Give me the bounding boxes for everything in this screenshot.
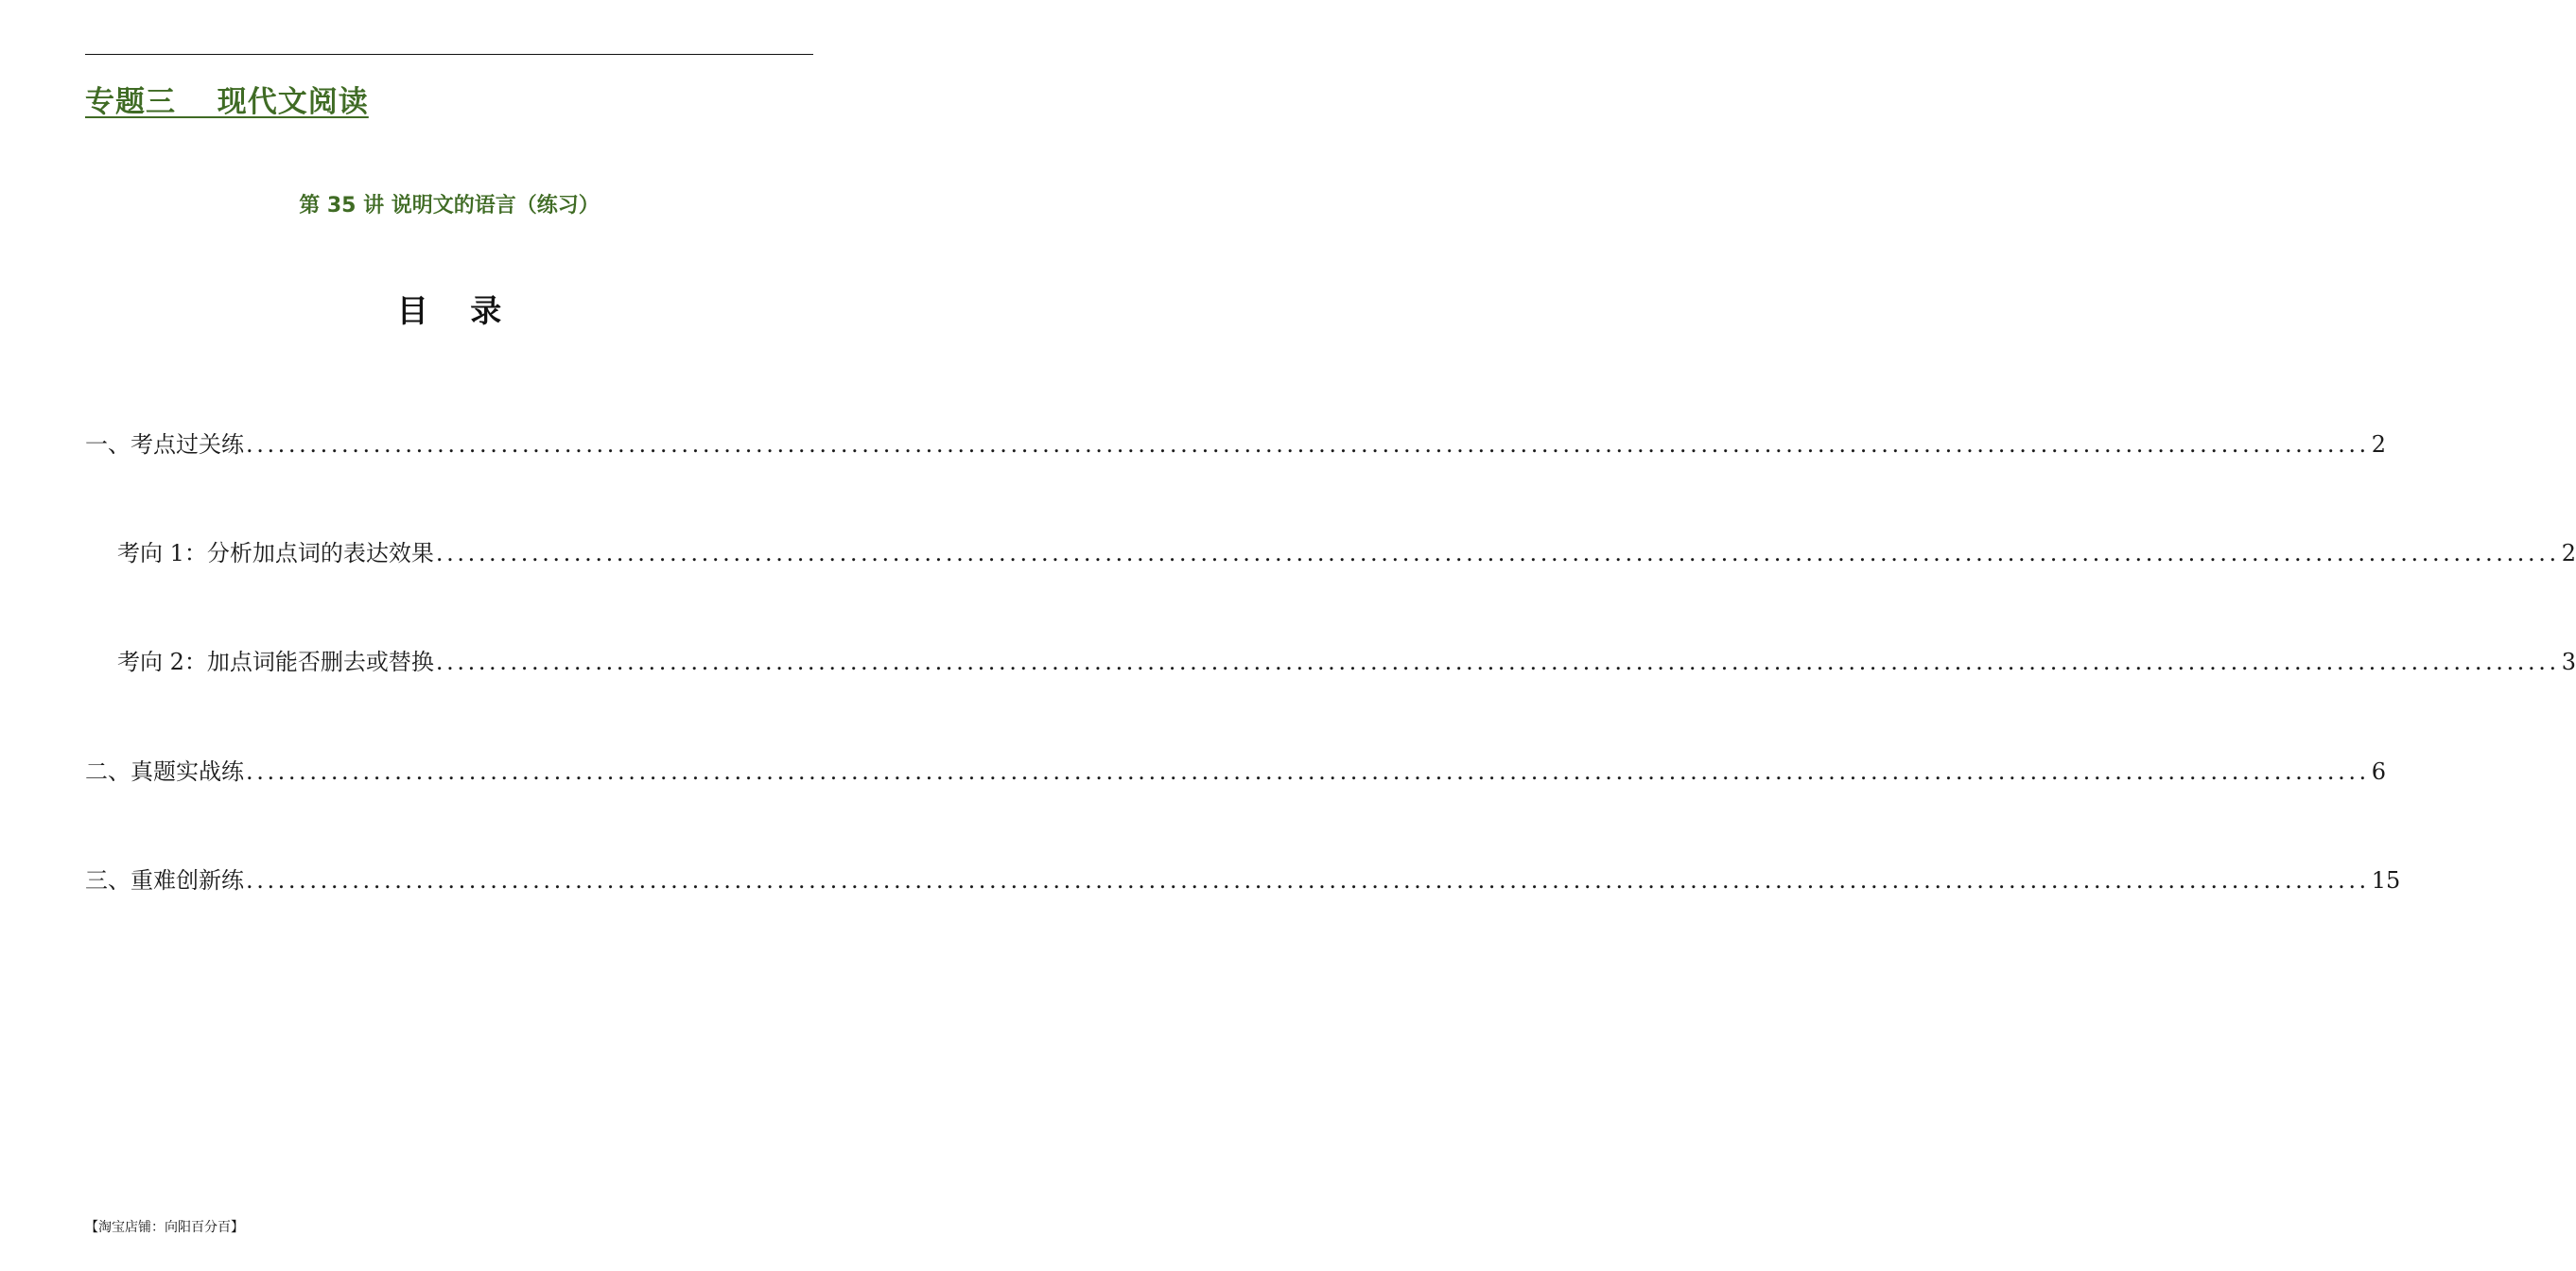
toc-page-number: 3 <box>2561 649 2576 675</box>
toc-entry-label: 考向 2：加点词能否删去或替换 <box>117 649 434 675</box>
toc-leader-dots: ........................................................................................................................................................................................................ <box>435 649 2560 675</box>
toc-page-number: 2 <box>2371 431 2387 458</box>
lecture-title: 第 35 讲 说明文的语言（练习） <box>299 194 600 218</box>
toc-heading: 目 录 <box>396 292 502 329</box>
footer-shop-note: 【淘宝店铺：向阳百分百】 <box>85 1220 244 1235</box>
toc-leader-dots: ........................................................................................................................................................................................................ <box>246 431 2370 458</box>
toc-entry-label: 三、重难创新练 <box>85 867 244 894</box>
toc-entry-real-exam-practice[interactable] <box>85 753 2387 787</box>
toc-leader-dots: ........................................................................................................................................................................................................ <box>435 540 2560 566</box>
toc-leader-dots: ........................................................................................................................................................................................................ <box>246 867 2370 894</box>
toc-entry-exercise-points[interactable] <box>85 426 2387 460</box>
toc-leader-dots: ........................................................................................................................................................................................................ <box>246 758 2370 785</box>
toc-entry-difficult-innovation[interactable] <box>85 862 2401 896</box>
toc-entry-direction-1[interactable] <box>117 534 2576 568</box>
toc-page-number: 2 <box>2561 540 2576 566</box>
toc-entry-label: 考向 1：分析加点词的表达效果 <box>117 540 434 566</box>
toc-page-number: 15 <box>2371 867 2401 894</box>
toc-entry-direction-2[interactable] <box>117 643 2576 677</box>
toc-entry-label: 二、真题实战练 <box>85 758 244 785</box>
topic-title: 专题三 现代文阅读 <box>85 85 369 119</box>
toc-page-number: 6 <box>2371 758 2387 785</box>
header-rule <box>85 54 813 55</box>
toc-entry-label: 一、考点过关练 <box>85 431 244 458</box>
